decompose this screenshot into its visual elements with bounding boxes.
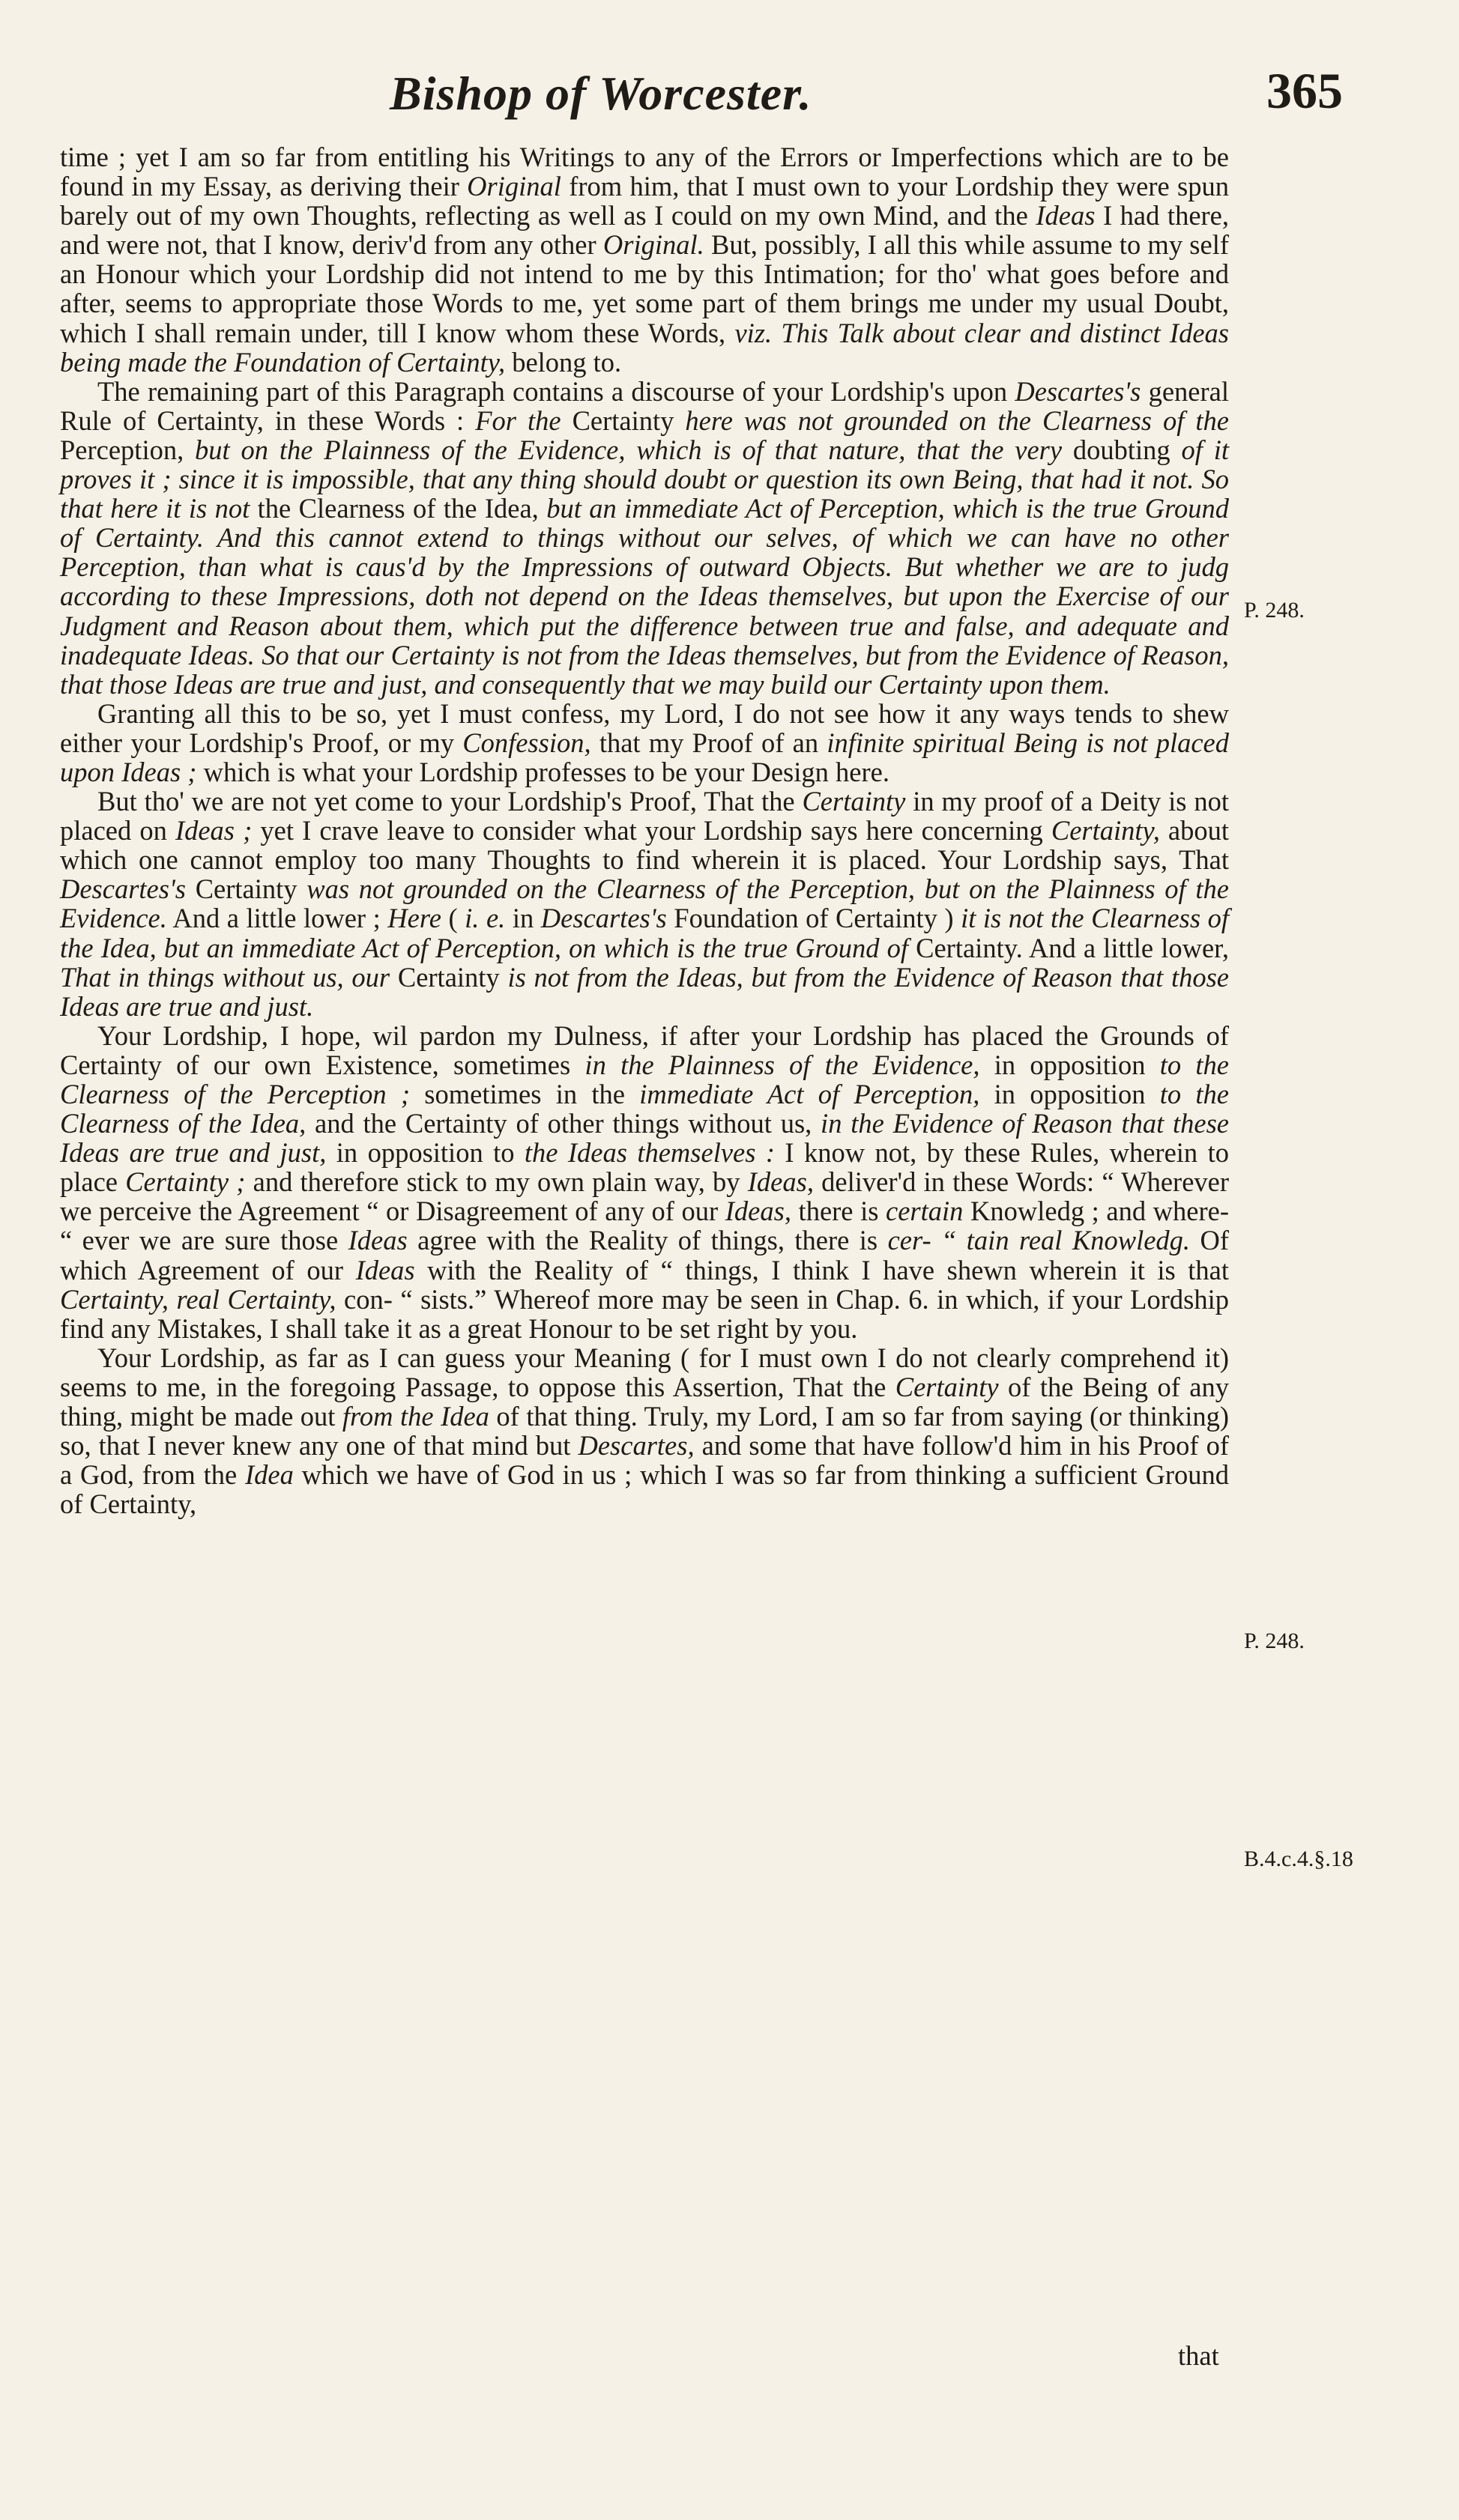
text-run: Certainty. And a little lower, (908, 932, 1229, 963)
text-run: Of which Agreement of our (60, 1225, 1229, 1285)
italic-text: Certainty (895, 1371, 999, 1402)
margin-note: B.4.c.4.§.18 (1244, 1847, 1353, 1871)
paragraph (60, 699, 1229, 787)
italic-text: Ideas (1036, 200, 1096, 231)
italic-text: Descartes's (1015, 375, 1141, 407)
italic-text: viz. This Talk about clear and distinct Ideas being made the Foundation of Certainty, (60, 317, 1229, 378)
text-run: of that thing. Truly, my Lord, I am so far from saying (or thinking) so, that I never knew any one of that mind but (60, 1401, 1230, 1462)
text-run: there is (791, 1196, 886, 1227)
text-run: Certainty (390, 961, 508, 993)
italic-text: Idea (244, 1459, 294, 1491)
text-run: But tho' we are not yet come to your Lordship's Proof, That the (97, 786, 803, 817)
italic-text: but on the Plainness of the Evidence, which is of that nature, that the very (195, 434, 1063, 465)
text-run: Certainty (185, 873, 307, 905)
text-run: in my proof of a Deity is not placed on (60, 786, 1229, 846)
text-run: ( (441, 903, 465, 934)
text-run: Knowledg ; and where- “ ever we are sure those (60, 1196, 1229, 1256)
italic-text: Certainty, real Certainty, (60, 1283, 336, 1315)
text-run: Foundation of Certainty ) (666, 903, 961, 934)
italic-text: Descartes's (540, 903, 667, 934)
margin-note: P. 248. (1244, 1629, 1305, 1653)
text-run: belong to. (505, 346, 622, 378)
paragraph (60, 787, 1229, 1021)
text-run: Certainty (561, 405, 686, 436)
italic-text: Certainty, (1051, 815, 1160, 846)
italic-text: from the Idea (342, 1401, 489, 1432)
margin-note: P. 248. (1244, 598, 1305, 623)
italic-text: That in things without us, our (60, 961, 390, 993)
page-number: 365 (1266, 62, 1343, 119)
text-run: con- “ sists.” Whereof more may be seen in Chap. 6. in which, if your Lordship find any Mistakes, I shall take it as a great Honour to be set right by you. (60, 1283, 1229, 1344)
text-run: that my Proof of an (590, 727, 827, 758)
text-run: and some that have follow'd him in his Proof of a God, from the (60, 1430, 1229, 1491)
text-run: time ; yet I am so far from entitling his Writings to any of the Errors or Imperfections which are to be found in my Essay, as deriving their (60, 142, 1229, 202)
text-run: deliver'd in these Words: “ Wherever we perceive the Agreement “ or Disagreement of any of our (60, 1166, 1229, 1227)
paragraph (60, 1021, 1229, 1343)
text-run: Perception, (60, 434, 196, 465)
italic-text: Original. (602, 229, 704, 261)
italic-text: Confession, (462, 727, 591, 758)
italic-text: Ideas (348, 1225, 408, 1256)
text-run: which we have of God in us ; which I was so far from thinking a sufficient Ground of Certainty, (60, 1459, 1229, 1520)
text-run: with the Reality of “ things, I think I have shewn wherein it is that (414, 1254, 1229, 1285)
italic-text: i. e. (465, 903, 506, 934)
italic-text: to the Clearness of the Perception ; (60, 1049, 1230, 1109)
italic-text: to the Clearness of the Idea, (60, 1079, 1229, 1139)
italic-text: in the Evidence of Reason that these Ideas are true and just, (60, 1108, 1229, 1169)
text-run: and therefore stick to my own plain way, by (245, 1166, 748, 1198)
text-run: yet I crave leave to consider what your Lordship says here concerning (252, 815, 1051, 846)
text-run: The remaining part of this Paragraph contains a discourse of your Lordship's upon (97, 375, 1015, 407)
text-run: I had there, and were not, that I know, deriv'd from any other (60, 200, 1229, 261)
paragraph (60, 142, 1229, 377)
italic-text: Descartes, (578, 1430, 695, 1462)
text-run: But, possibly, I all this while assume to my self an Honour which your Lordship did not intend to me by this Intimation; for tho' what goes before and after, seems to appropriate those Words to me, yet some part of them brings me under my usual Doubt, which I shall remain under, till I know whom these Words, (60, 229, 1230, 348)
italic-text: but an immediate Act of Perception, which is the true Ground of Certainty. And this cannot extend to things without our selves, of which we can have no other Perception, than what is caus'd by the Impressions of outward Objects. But whether we are to judg according to these Impressions, doth not depend on the Ideas themselves, but upon the Exercise of our Judgment and Reason about them, which put the difference between true and false, and adequate and inadequate Ideas. So that our Certainty is not from the Ideas themselves, but from the Evidence of Reason, that those Ideas are true and just, and consequently that we may build our Certainty upon them. (60, 493, 1229, 700)
text-run: of the Being of any thing, might be made out (60, 1371, 1229, 1432)
text-run: in opposition (979, 1049, 1160, 1080)
text-run: general Rule of Certainty, in these Words : (60, 375, 1229, 436)
text-run: about which one cannot employ too many Thoughts to find wherein it is placed. Your Lordship says, That (60, 815, 1230, 876)
text-run: in opposition to (326, 1137, 525, 1169)
italic-text: Certainty ; (125, 1166, 246, 1198)
italic-text: immediate Act of Perception, (639, 1079, 980, 1109)
italic-text: Descartes's (60, 873, 186, 905)
text-run: Your Lordship, as far as I can guess your Meaning ( for I must own I do not clearly comprehend it) seems to me, in the foregoing Passage, to oppose this Assertion, That the (60, 1342, 1229, 1402)
catchword: that (1178, 2340, 1219, 2371)
text-run: in opposition (979, 1079, 1160, 1109)
text-run: in (505, 903, 541, 934)
text-run: Granting all this to be so, yet I must confess, my Lord, I do not see how it any ways tends to shew either your Lordship's Proof, or my (60, 697, 1229, 758)
italic-text: infinite spiritual Being is not placed upon Ideas ; (60, 727, 1229, 787)
italic-text: the Ideas themselves : (524, 1137, 776, 1169)
italic-text: it is not the Clearness of the Idea, but an immediate Act of Perception, on which is the true Ground of (60, 903, 1230, 963)
text-run: doubting (1062, 434, 1182, 465)
italic-text: Ideas ; (175, 815, 253, 846)
text-run: the Clearness of the Idea, (250, 493, 547, 524)
text-run: and the Certainty of other things without us, (306, 1108, 821, 1139)
paragraph (60, 377, 1229, 699)
text-run: I know not, by these Rules, wherein to place (60, 1137, 1229, 1198)
italic-text: cer- “ tain real Knowledg. (887, 1225, 1191, 1256)
italic-text: Ideas, (725, 1196, 791, 1227)
italic-text: Ideas (355, 1254, 415, 1285)
italic-text: is not from the Ideas, but from the Evidence of Reason that those Ideas are true and just. (60, 961, 1229, 1022)
italic-text: Here (387, 903, 441, 934)
text-run: And a little lower ; (166, 903, 388, 934)
paragraph (60, 1343, 1229, 1519)
italic-text: Original (467, 171, 561, 202)
running-title: Bishop of Worcester. (390, 67, 812, 120)
body-text (60, 142, 1229, 1518)
italic-text: certain (886, 1196, 964, 1227)
italic-text: Ideas, (747, 1166, 814, 1198)
text-run: sometimes in the (410, 1079, 640, 1109)
italic-text: was not grounded on the Clearness of the Perception, but on the Plainness of the Evidence. (60, 873, 1230, 934)
italic-text: here was not grounded on the Clearness of the (685, 405, 1229, 436)
text-run: Your Lordship, I hope, wil pardon my Dulness, if after your Lordship has placed the Grounds of Certainty of our own Existence, sometimes (60, 1020, 1229, 1080)
text-run: agree with the Reality of things, there is (407, 1225, 888, 1256)
italic-text: in the Plainness of the Evidence, (584, 1049, 980, 1080)
italic-text: of it proves it ; since it is impossible, that any thing should doubt or question its own Being, that had it not. So that here it is not (60, 434, 1229, 524)
text-run: from him, that I must own to your Lordship they were spun barely out of my own Thoughts, reflecting as well as I could on my own Mind, and the (60, 171, 1229, 231)
text-run: which is what your Lordship professes to be your Design here. (196, 756, 889, 787)
italic-text: For the (475, 405, 561, 436)
italic-text: Certainty (802, 786, 906, 817)
running-header (0, 62, 1459, 126)
